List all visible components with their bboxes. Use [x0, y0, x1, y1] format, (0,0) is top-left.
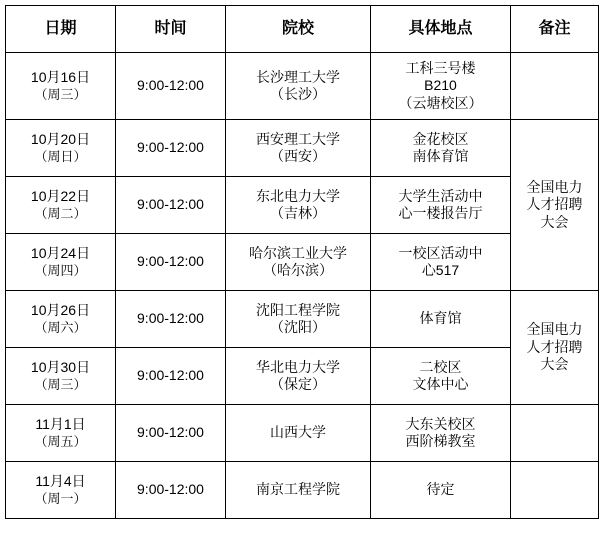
table-row [6, 405, 599, 462]
cell-location [371, 53, 511, 120]
location-line: 心一楼报告厅 [398, 205, 483, 221]
location-line: 大东关校区 [405, 415, 476, 432]
school-name: 沈阳工程学院 [256, 301, 340, 318]
table-row [6, 348, 599, 405]
table-header [6, 6, 599, 53]
cell-location [371, 462, 511, 519]
column-header-school: 院校 [226, 6, 371, 53]
location-line: 金花校区 [412, 130, 469, 147]
cell-school [226, 120, 371, 177]
cell-location [371, 348, 511, 405]
cell-location [371, 405, 511, 462]
school-city: （沈阳） [270, 319, 326, 335]
cell-location [371, 120, 511, 177]
school-name: 西安理工大学 [256, 130, 340, 147]
table-row [6, 120, 599, 177]
location-line: 体育馆 [419, 310, 462, 327]
location-line: 大学生活动中 [398, 187, 483, 204]
cell-school [226, 53, 371, 120]
table-row [6, 291, 599, 348]
remark-line: 大会 [540, 213, 569, 230]
location-line: （云塘校区） [398, 94, 483, 111]
date-main: 10月26日 [30, 302, 91, 319]
cell-time: 9:00-12:00 [116, 177, 226, 234]
school-city: （保定） [270, 376, 326, 392]
table-row [6, 234, 599, 291]
cell-location [371, 177, 511, 234]
cell-location [371, 234, 511, 291]
cell-location [371, 291, 511, 348]
cell-date [6, 53, 116, 120]
remark-line: 全国电力 [526, 178, 583, 195]
school-city: （西安） [270, 148, 326, 164]
column-header-date: 日期 [6, 6, 116, 53]
column-header-time: 时间 [116, 6, 226, 53]
cell-time: 9:00-12:00 [116, 234, 226, 291]
date-weekday: （周三） [34, 86, 87, 102]
date-main: 10月30日 [30, 359, 91, 376]
cell-remark [511, 291, 599, 405]
remark-line: 大会 [540, 356, 569, 373]
table-row [6, 177, 599, 234]
school-city: （哈尔滨） [263, 262, 333, 278]
cell-remark [511, 120, 599, 291]
table-body [6, 53, 599, 519]
school-name: 南京工程学院 [256, 481, 340, 498]
date-weekday: （周六） [34, 319, 87, 335]
cell-school [226, 234, 371, 291]
date-weekday: （周二） [34, 205, 87, 221]
date-weekday: （周一） [34, 490, 87, 506]
school-name: 长沙理工大学 [256, 68, 340, 85]
date-main: 10月22日 [30, 188, 91, 205]
remark-line: 人才招聘 [526, 338, 583, 355]
cell-date [6, 405, 116, 462]
location-line: 一校区活动中 [398, 244, 483, 261]
school-name: 华北电力大学 [256, 358, 340, 375]
date-main: 11月4日 [35, 473, 86, 490]
cell-date [6, 120, 116, 177]
date-weekday: （周五） [34, 433, 87, 449]
location-line: 心517 [421, 262, 460, 278]
cell-remark [511, 53, 599, 120]
cell-date [6, 348, 116, 405]
cell-school [226, 291, 371, 348]
date-weekday: （周日） [34, 148, 87, 164]
cell-time: 9:00-12:00 [116, 405, 226, 462]
date-main: 11月1日 [35, 416, 86, 433]
cell-date [6, 234, 116, 291]
school-city: （长沙） [270, 86, 326, 102]
school-name: 东北电力大学 [256, 187, 340, 204]
column-header-location: 具体地点 [371, 6, 511, 53]
table-header-row [6, 6, 599, 53]
school-city: （吉林） [270, 205, 326, 221]
cell-remark [511, 462, 599, 519]
recruitment-schedule-table [5, 5, 599, 519]
cell-school [226, 462, 371, 519]
location-line: 南体育馆 [412, 148, 469, 164]
cell-date [6, 177, 116, 234]
location-line: 西阶梯教室 [405, 433, 476, 449]
cell-time: 9:00-12:00 [116, 53, 226, 120]
location-line: 待定 [426, 481, 455, 498]
location-line: 工科三号楼 [405, 59, 476, 76]
cell-time: 9:00-12:00 [116, 291, 226, 348]
remark-line: 人才招聘 [526, 196, 583, 213]
remark-line: 全国电力 [526, 321, 583, 338]
cell-time: 9:00-12:00 [116, 348, 226, 405]
date-main: 10月24日 [30, 245, 91, 262]
location-line: B210 [424, 77, 457, 94]
table-row [6, 462, 599, 519]
date-weekday: （周三） [34, 376, 87, 392]
date-main: 10月16日 [30, 69, 91, 86]
date-weekday: （周四） [34, 262, 87, 278]
cell-time: 9:00-12:00 [116, 462, 226, 519]
cell-school [226, 405, 371, 462]
date-main: 10月20日 [30, 131, 91, 148]
school-name: 山西大学 [270, 424, 326, 441]
cell-date [6, 462, 116, 519]
table-row [6, 53, 599, 120]
cell-school [226, 348, 371, 405]
column-header-remark: 备注 [511, 6, 599, 53]
cell-time: 9:00-12:00 [116, 120, 226, 177]
cell-school [226, 177, 371, 234]
location-line: 二校区 [419, 358, 462, 375]
cell-date [6, 291, 116, 348]
school-name: 哈尔滨工业大学 [249, 244, 347, 261]
location-line: 文体中心 [412, 376, 469, 392]
cell-remark [511, 405, 599, 462]
